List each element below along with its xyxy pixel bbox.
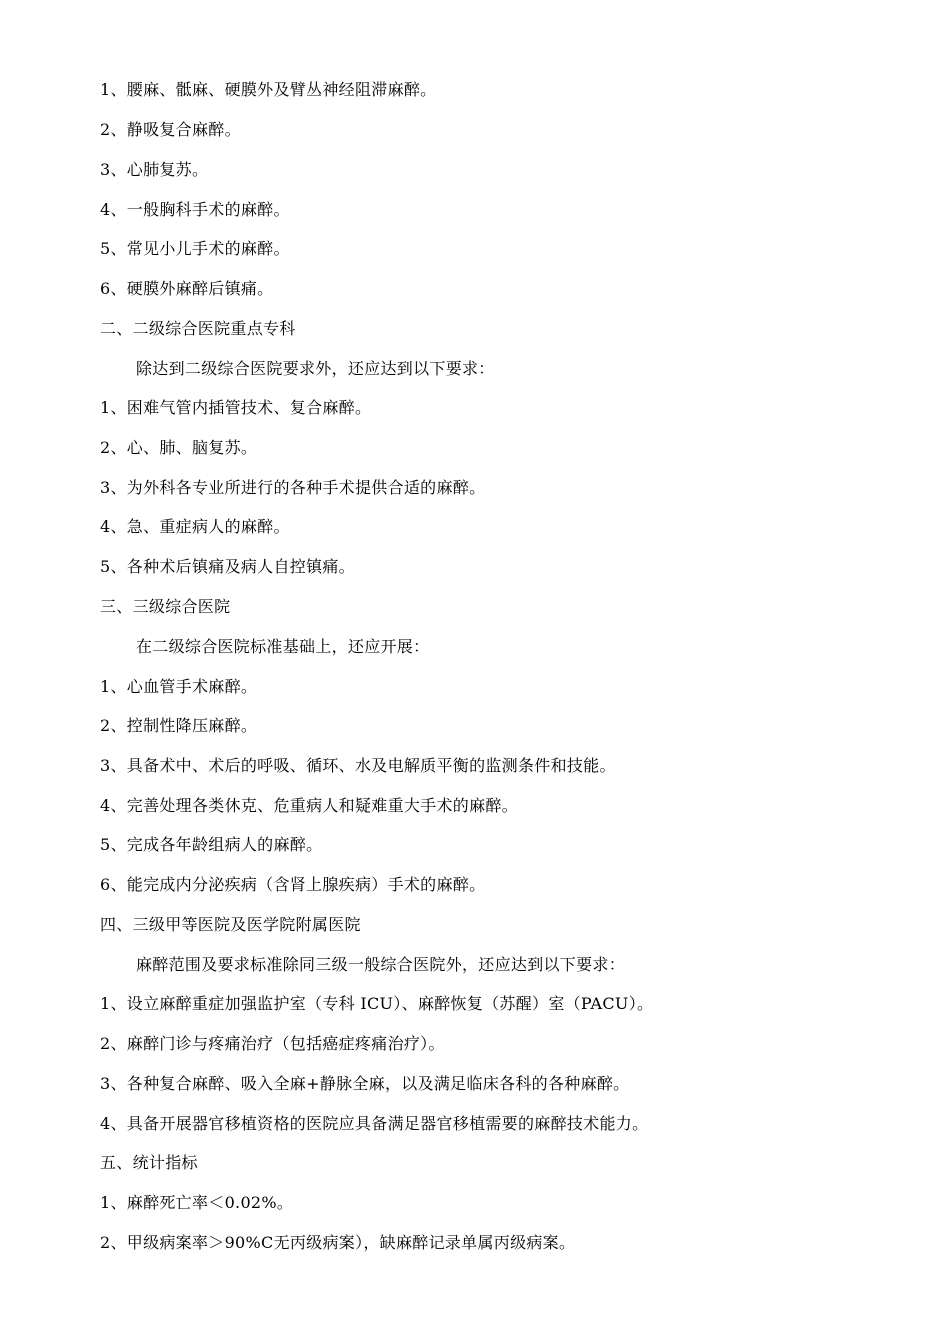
list-item: 5、常见小儿手术的麻醉。 <box>100 239 290 258</box>
list-item: 2、静吸复合麻醉。 <box>100 120 241 139</box>
section-heading: 三、三级综合医院 <box>100 597 231 616</box>
list-item: 1、设立麻醉重症加强监护室（专科 ICU）、麻醉恢复（苏醒）室（PACU）。 <box>100 994 654 1013</box>
list-item: 3、为外科各专业所进行的各种手术提供合适的麻醉。 <box>100 478 486 497</box>
section-heading: 五、统计指标 <box>100 1153 198 1172</box>
list-item: 3、各种复合麻醉、吸入全麻+静脉全麻，以及满足临床各科的各种麻醉。 <box>100 1074 630 1093</box>
list-item: 2、甲级病案率＞90%C无丙级病案），缺麻醉记录单属丙级病案。 <box>100 1233 576 1252</box>
list-item: 5、完成各年龄组病人的麻醉。 <box>100 835 323 854</box>
list-item: 5、各种术后镇痛及病人自控镇痛。 <box>100 557 355 576</box>
list-item: 1、麻醉死亡率＜0.02%。 <box>100 1193 294 1212</box>
list-item: 6、能完成内分泌疾病（含肾上腺疾病）手术的麻醉。 <box>100 875 486 894</box>
list-item: 4、具备开展器官移植资格的医院应具备满足器官移植需要的麻醉技术能力。 <box>100 1114 649 1133</box>
list-item: 3、具备术中、术后的呼吸、循环、水及电解质平衡的监测条件和技能。 <box>100 756 616 775</box>
list-item: 6、硬膜外麻醉后镇痛。 <box>100 279 274 298</box>
list-item: 4、一般胸科手术的麻醉。 <box>100 200 290 219</box>
section-intro: 麻醉范围及要求标准除同三级一般综合医院外，还应达到以下要求： <box>136 955 626 974</box>
list-item: 2、心、肺、脑复苏。 <box>100 438 258 457</box>
list-item: 1、腰麻、骶麻、硬膜外及臂丛神经阻滞麻醉。 <box>100 80 437 99</box>
list-item: 2、控制性降压麻醉。 <box>100 716 258 735</box>
list-item: 2、麻醉门诊与疼痛治疗（包括癌症疼痛治疗）。 <box>100 1034 445 1053</box>
list-item: 1、困难气管内插管技术、复合麻醉。 <box>100 398 372 417</box>
list-item: 4、急、重症病人的麻醉。 <box>100 517 290 536</box>
section-heading: 二、二级综合医院重点专科 <box>100 319 296 338</box>
list-item: 1、心血管手术麻醉。 <box>100 677 258 696</box>
list-item: 3、心肺复苏。 <box>100 160 209 179</box>
section-heading: 四、三级甲等医院及医学院附属医院 <box>100 915 361 934</box>
section-intro: 除达到二级综合医院要求外，还应达到以下要求： <box>136 359 495 378</box>
section-intro: 在二级综合医院标准基础上，还应开展： <box>136 637 430 656</box>
list-item: 4、完善处理各类休克、危重病人和疑难重大手术的麻醉。 <box>100 796 518 815</box>
